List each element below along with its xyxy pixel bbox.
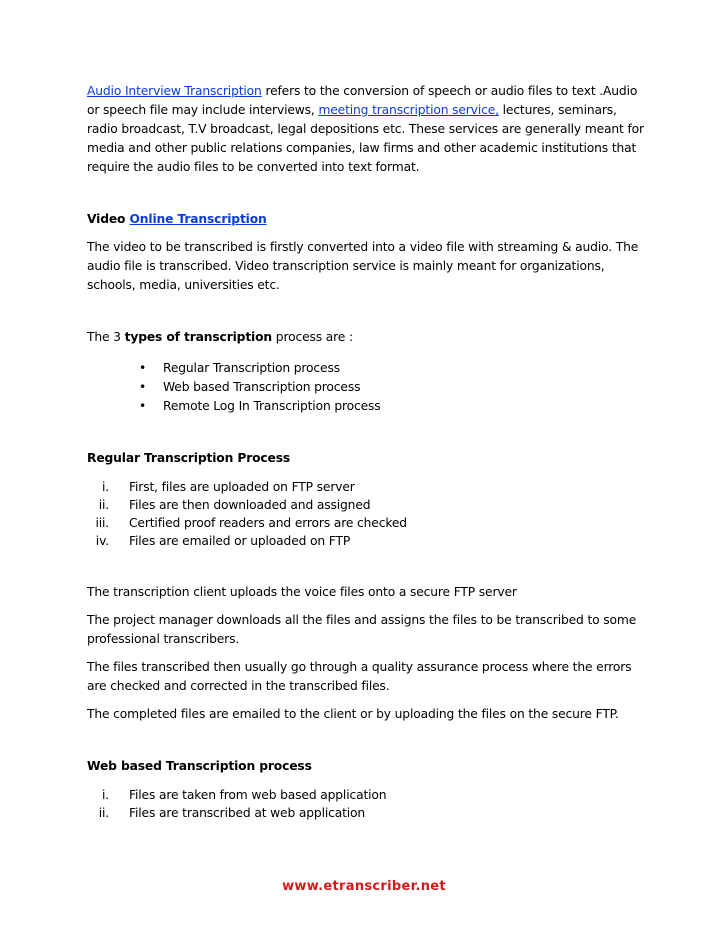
step-text: First, files are uploaded on FTP server <box>129 480 355 494</box>
step-text: Certified proof readers and errors are checked <box>129 516 407 530</box>
types-intro <box>87 328 647 347</box>
intro-text-2: lectures, seminars, radio broadcast, T.V broadcast, legal depositions etc. These services are generally meant for media and other public relations companies, law firms and other academic institutions that require the audio files to be converted into text format. <box>87 103 644 174</box>
step-text: Files are then downloaded and assigned <box>129 498 371 512</box>
document-body <box>87 82 647 822</box>
meeting-transcription-service-link[interactable]: meeting transcription service, <box>318 103 499 117</box>
audio-interview-transcription-link[interactable]: Audio Interview Transcription <box>87 84 262 98</box>
step-text: Files are taken from web based application <box>129 788 387 802</box>
step-number: iv. <box>95 534 109 548</box>
bullet-icon: • <box>139 380 147 394</box>
regular-paragraph-3: The files transcribed then usually go through a quality assurance process where the errors are checked and corrected in the transcribed files. <box>87 660 632 693</box>
web-heading: Web based Transcription process <box>87 759 312 773</box>
list-item-text: Remote Log In Transcription process <box>163 399 381 413</box>
bullet-icon: • <box>139 361 147 375</box>
list-item <box>87 514 647 532</box>
intro-paragraph <box>87 82 647 177</box>
types-text-bold: types of transcription <box>124 330 273 344</box>
step-number: ii. <box>98 498 109 512</box>
regular-paragraph-4: The completed files are emailed to the client or by uploading the files on the secure FTP. <box>87 707 619 721</box>
types-text-pre: The 3 <box>87 330 125 344</box>
video-heading <box>87 210 647 229</box>
list-item <box>139 359 647 378</box>
list-item <box>139 378 647 397</box>
footer-url-link[interactable]: www.etranscriber.net <box>282 879 446 894</box>
regular-paragraph-2: The project manager downloads all the files and assigns the files to be transcribed to some professional transcribers. <box>87 613 637 646</box>
intro-text-1: refers to the conversion of speech or audio files to text .Audio or speech file may include interviews, <box>87 84 638 117</box>
video-heading-prefix: Video <box>87 212 130 226</box>
regular-paragraph-1: The transcription client uploads the voice files onto a secure FTP server <box>87 585 517 599</box>
list-item <box>87 804 647 822</box>
step-text: Files are transcribed at web application <box>129 806 366 820</box>
list-item <box>87 478 647 496</box>
list-item-text: Regular Transcription process <box>163 361 340 375</box>
video-paragraph: The video to be transcribed is firstly converted into a video file with streaming & audio. The audio file is transcribed. Video transcription service is mainly meant for organizations, schools, media, universities etc. <box>87 240 639 292</box>
online-transcription-link[interactable]: Online Transcription <box>129 212 267 226</box>
step-text: Files are emailed or uploaded on FTP <box>129 534 351 548</box>
step-number: i. <box>101 480 109 494</box>
step-number: iii. <box>95 516 109 530</box>
regular-steps <box>87 478 647 550</box>
bullet-icon: • <box>139 399 147 413</box>
step-number: i. <box>101 788 109 802</box>
types-list <box>87 359 647 416</box>
list-item <box>139 397 647 416</box>
types-text-post: process are : <box>272 330 353 344</box>
regular-heading: Regular Transcription Process <box>87 451 291 465</box>
list-item-text: Web based Transcription process <box>163 380 361 394</box>
step-number: ii. <box>98 806 109 820</box>
list-item <box>87 786 647 804</box>
list-item <box>87 496 647 514</box>
list-item <box>87 532 647 550</box>
web-steps <box>87 786 647 822</box>
